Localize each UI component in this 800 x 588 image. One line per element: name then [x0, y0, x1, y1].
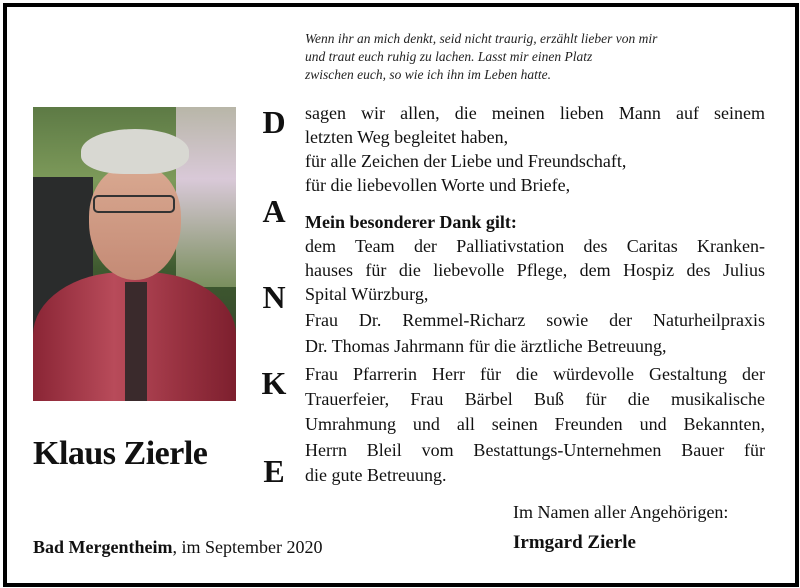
place: Bad Mergentheim — [33, 537, 173, 557]
quote-line: Wenn ihr an mich denkt, seid nicht traurig, erzählt lieber von mir — [305, 31, 658, 46]
body-line: Spital Würzburg, — [305, 284, 429, 304]
deceased-name: Klaus Zierle — [33, 435, 208, 472]
danke-letter: N — [262, 279, 286, 315]
body-line: sagen wir allen, die meinen lieben Mann auf seinem — [305, 103, 765, 123]
signature-intro: Im Namen aller Angehörigen: — [513, 502, 729, 522]
body-line: die gute Betreuung. — [305, 465, 447, 485]
body-line: Umrahmung und all seinen Freunden und Bekannten, — [305, 414, 765, 434]
body-line: Trauerfeier, Frau Bärbel Buß für die musikalische — [305, 389, 765, 409]
place-date — [33, 537, 322, 558]
danke-letter: E — [263, 453, 285, 489]
body-line: Frau Dr. Remmel-Richarz sowie der Naturheilpraxis — [305, 310, 765, 330]
body-line: für alle Zeichen der Liebe und Freundschaft, — [305, 151, 627, 171]
danke-letter: K — [261, 365, 287, 401]
quote-line: zwischen euch, so wie ich ihn im Leben hatte. — [305, 67, 551, 82]
memorial-quote — [305, 30, 775, 84]
body-line: Dr. Thomas Jahrmann für die ärztliche Betreuung, — [305, 336, 667, 356]
body-line: hauses für die liebevolle Pflege, dem Hospiz des Julius — [305, 260, 765, 280]
quote-line: und traut euch ruhig zu lachen. Lasst mir einen Platz — [305, 49, 593, 64]
date: , im September 2020 — [172, 537, 323, 557]
body-heading: Mein besonderer Dank gilt: — [305, 212, 517, 232]
portrait-photo — [33, 107, 236, 401]
body-line: für die liebevollen Worte und Briefe, — [305, 175, 571, 195]
body-line: letzten Weg begleitet haben, — [305, 127, 509, 147]
body-line: dem Team der Palliativstation des Caritas Kranken- — [305, 236, 765, 256]
danke-letter: D — [262, 104, 286, 140]
body-line: Herrn Bleil vom Bestattungs-Unternehmen Bauer für — [305, 440, 765, 460]
danke-letter: A — [262, 193, 286, 229]
signature-name: Irmgard Zierle — [513, 532, 636, 553]
body-line: Frau Pfarrerin Herr für die würdevolle Gestaltung der — [305, 364, 765, 384]
